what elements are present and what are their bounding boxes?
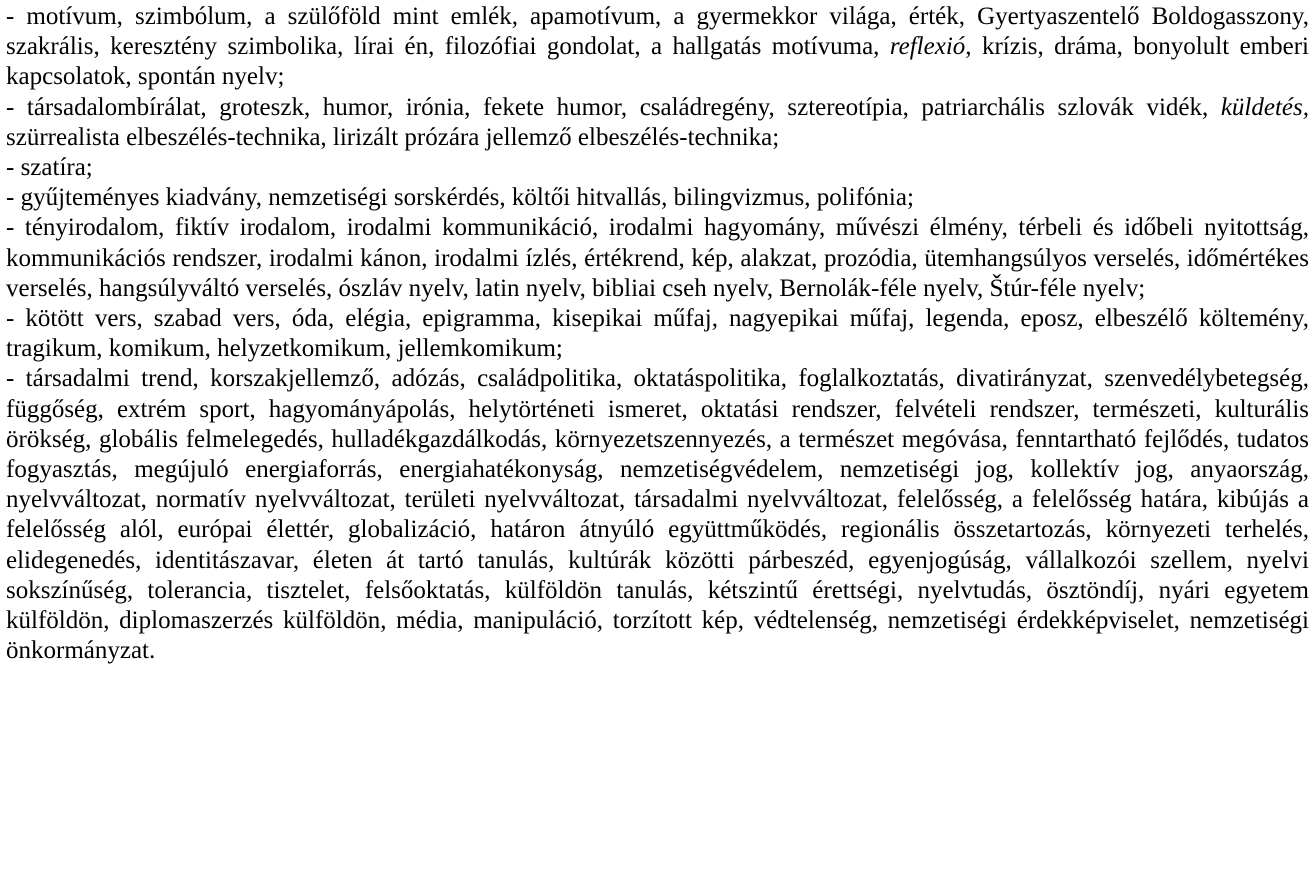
- list-entry-4: [6, 183, 1309, 213]
- entry-text: - tényirodalom, fiktív irodalom, irodalmi kommunikáció, irodalmi hagyomány, művészi élmény, térbeli és időbeli nyitottság, kommunikációs rendszer, irodalmi kánon, irodalmi ízlés, értékrend, kép, alakzat, prozódia, ütemhangsúlyos verselés, időmértékes verselés, hangsúlyváltó verselés, ószláv nyelv, latin nyelv, bibliai cseh nyelv, Bernolák-féle nyelv, Štúr-féle nyelv;: [6, 214, 1309, 302]
- entry-text: - kötött vers, szabad vers, óda, elégia, epigramma, kisepikai műfaj, nagyepikai műfaj, legenda, eposz, elbeszélő költemény, tragikum, komikum, helyzetkomikum, jellemkomikum;: [6, 305, 1309, 363]
- list-entry-3: [6, 153, 1309, 183]
- entry-text-italic: küldetés,: [1220, 93, 1309, 121]
- entry-text: - társadalombírálat, groteszk, humor, irónia, fekete humor, családregény, sztereotípia, patriarchális szlovák vidék,: [6, 93, 1221, 121]
- entry-text: - szatíra;: [6, 154, 93, 182]
- entry-text: - gyűjteményes kiadvány, nemzetiségi sorskérdés, költői hitvallás, bilingvizmus, polifónia;: [6, 184, 914, 212]
- entry-text: - társadalmi trend, korszakjellemző, adózás, családpolitika, oktatáspolitika, foglalkoztatás, divatirányzat, szenvedélybetegség, függőség, extrém sport, hagyományápolás, helytörténeti ismeret, oktatási rendszer, felvételi rendszer, természeti, kulturális örökség, globális felmelegedés, hulladékgazdálkodás, környezetszennyezés, a természet megóvása, fenntartható fejlődés, tudatos fogyasztás, megújuló energiaforrás, energiahatékonyság, nemzetiségvédelem, nemzetiségi jog, kollektív jog, anyaország, nyelvváltozat, normatív nyelvváltozat, területi nyelvváltozat, társadalmi nyelvváltozat, felelősség, a felelősség határa, kibújás a felelősség alól, európai élettér, globalizáció, határon átnyúló együttműködés, regionális összetartozás, környezeti terhelés, elidegenedés, identitászavar, életen át tartó tanulás, kultúrák közötti párbeszéd, egyenjogúság, vállalkozói szellem, nyelvi sokszínűség, tolerancia, tisztelet, felsőoktatás, külföldön tanulás, kétszintű érettségi, nyelvtudás, ösztöndíj, nyári egyetem külföldön, diplomaszerzés külföldön, média, manipuláció, torzított kép, védtelenség, nemzetiségi érdekképviselet, nemzetiségi önkormányzat.: [6, 365, 1309, 665]
- entry-text: krízis, dráma, bonyolult emberi kapcsolatok, spontán nyelv;: [6, 33, 1309, 91]
- list-entry-6: [6, 304, 1309, 364]
- list-entry-7: [6, 364, 1309, 666]
- list-entry-2: [6, 93, 1309, 153]
- entry-text: - motívum, szimbólum, a szülőföld mint emlék, apamotívum, a gyermekkor világa, érték, Gyertyaszentelő Boldogasszony, szakrális, keresztény szimbolika, lírai én, filozófiai gondolat, a hallgatás motívuma,: [6, 3, 1309, 61]
- list-entry-1: [6, 2, 1309, 93]
- entry-text: szürrealista elbeszélés-technika, lirizált prózára jellemző elbeszélés-technika;: [6, 123, 780, 151]
- list-entry-5: [6, 213, 1309, 304]
- entry-text-italic: reflexió,: [889, 33, 972, 61]
